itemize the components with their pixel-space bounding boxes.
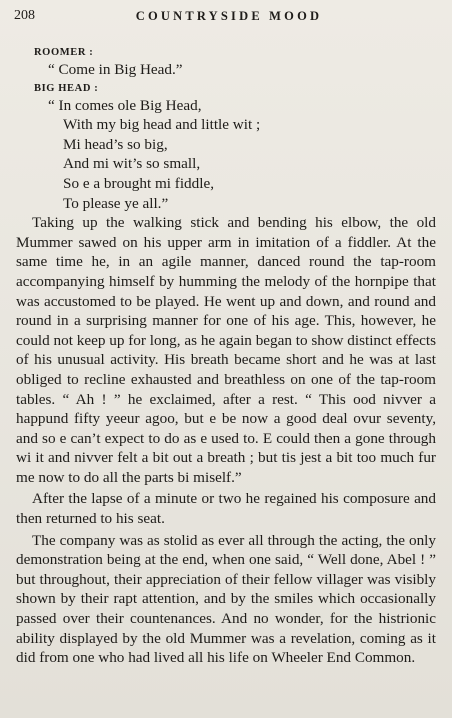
page-header (14, 8, 444, 30)
verse-line: To please ye all.” (63, 194, 169, 212)
paragraph: Taking up the walking stick and bending his elbow, the old Mummer sawed on his upper arm in imitation of a fiddler. At the same time he, in an agile manner, danced round the tap-room accompanying himself by humming the melody of the hornpipe that was accustomed to be played. He went up and down, and round and round in a surprising manner for one of his age. This, however, he could not keep up for long, as he again began to show distinct effects of his unusual activity. His breath became short and he was at last obliged to recline exhausted and breathless on one of the tap-room tables. “ Ah ! ” he exclaimed, after a rest. “ This ood nivver a happund fifty yeeur agoo, but e be now a good deal ovur seventy, and so e can’t expect to do as e used to. E could then a gone through wi it and nivver felt a bit out a breath ; but tis jest a bit too much fur me now to do all the parts bi miself.” (16, 214, 436, 486)
verse (48, 96, 436, 214)
paragraph: The company was as stolid as ever all through the acting, the only demonstration being at the end, when one said, “ Well done, Abel ! ” but throughout, their appreciation of their fellow villager was visibly shown by their rapt attention, and by the smiles which occasionally passed over their countenances. And no wonder, for the histrionic ability displayed by the old Mummer was a revelation, coming as it did from one who had lived all his life on Wheeler End Common. (16, 531, 436, 667)
verse-line: So e a brought mi fiddle, (63, 174, 215, 192)
verse-line: “ In comes ole Big Head, (48, 96, 202, 114)
verse-line: “ Come in Big Head.” (48, 61, 183, 78)
verse-line: With my big head and little wit ; (63, 116, 261, 134)
verse-line: And mi wit’s so small, (63, 155, 201, 173)
running-title: COUNTRYSIDE MOOD (135, 9, 323, 23)
page-number: 208 (14, 8, 35, 23)
paragraph: After the lapse of a minute or two he regained his composure and then returned to his seat. (16, 490, 436, 528)
speaker-label: BIG HEAD : (34, 82, 99, 94)
speech (48, 60, 436, 80)
speaker-label: ROOMER : (34, 47, 94, 58)
verse-line: Mi head’s so big, (63, 135, 168, 153)
body-text (16, 44, 436, 668)
